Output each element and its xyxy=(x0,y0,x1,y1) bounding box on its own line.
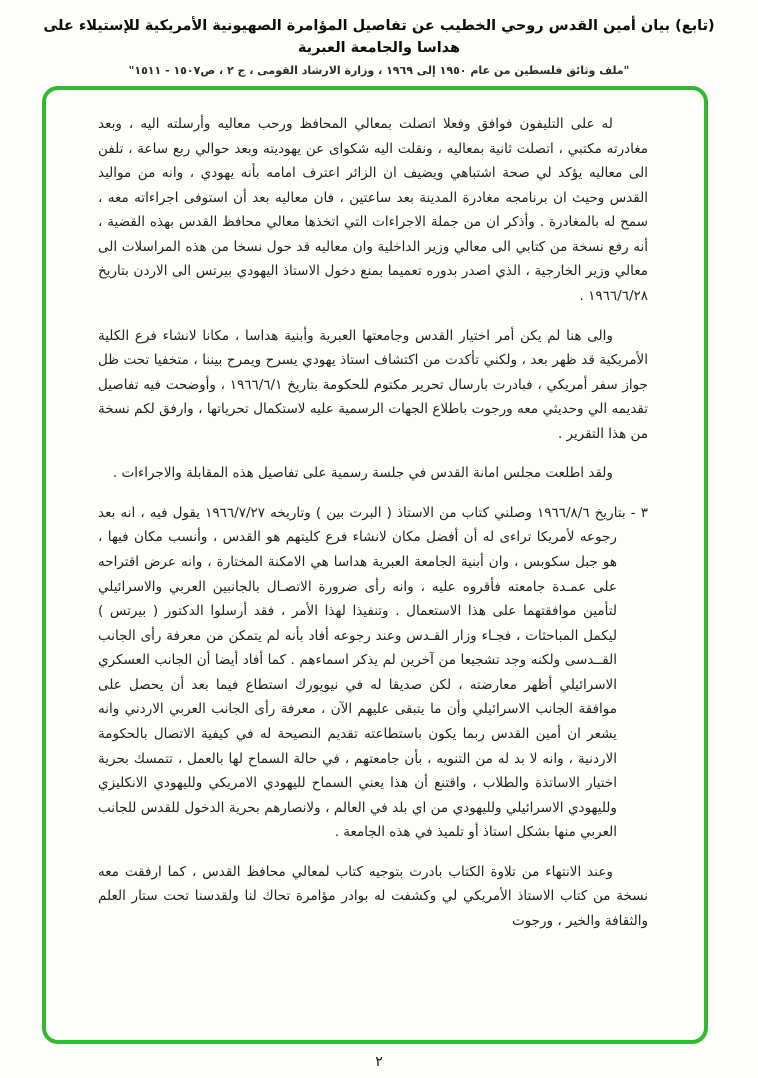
document-title: (تابع) بيان أمين القدس روحي الخطيب عن تفاصيل المؤامرة الصهيونية الأمريكية للإستيلاء على هداسا والجامعة العبرية xyxy=(43,18,715,56)
body-paragraph-5: وعند الانتهاء من تلاوة الكتاب بادرت بتوجيه كتاب لمعالي محافظ القدس ، كما ارفقت معه نسخة من كتاب الاستاذ الأمريكي لي وكشفت له بوادر مؤامرة تحاك لنا ولقدسنا تحت ستار العلم والثقافة والخير ، ورجوت xyxy=(98,863,648,929)
document-body xyxy=(46,90,704,943)
page-number: ٢ xyxy=(375,1054,383,1070)
document-source-citation: "ملف وثائق فلسطين من عام ١٩٥٠ إلى ١٩٦٩ ، وزارة الارشاد القومى ، ج ٢ ، ص١٥٠٧ - ١٥١١" xyxy=(128,63,630,77)
green-border-frame xyxy=(42,86,708,1044)
body-paragraph-2: والى هنا لم يكن أمر اختيار القدس وجامعتها العبرية وأبنية هداسا ، مكانا لانشاء فرع الكلية الأمريكية قد ظهر بعد ، ولكني تأكدت من اكتشاف استاذ يهودي يسرح ويمرح بيننا ، متخفيا تحت ظل جواز سفر أمريكي ، فبادرت بارسال تحرير مكتوم للحكومة بتاريخ ١٩٦٦/٦/١ ، وأوضحت فيه تفاصيل تقديمه الي وحديثي معه ورجوت باطلاع الجهات الرسمية عليه لاستكمال تحرياتها ، وارفق لكم نسخة من هذا التقرير . xyxy=(98,327,648,442)
body-numbered-item-3: ٣ - بتاريخ ١٩٦٦/٨/٦ وصلني كتاب من الاستاذ ( البرت بين ) وتاريخه ١٩٦٦/٧/٢٧ يقول فيه ، انه بعد رجوعه لأمريكا تراءى له أن أفضل مكان لانشاء فرع كليتهم هو القدس ، وأنسب مكان فيها ، هو جبل سكوبس ، وان أبنية الجامعة العبرية هداسا هي الامكنة المختارة ، وانه عرض اقتراحه على عمـدة جامعته فأقروه عليه ، وانه رأى ضرورة الاتصـال بالجانبين العربي والاسرائيلي لتأمين موافقتهما على هذا الاستعمال . وتنفيذا لهذا الأمر ، فقد أرسلوا الدكتور ( بيرتس ) ليكمل المباحثات ، فجـاء وزار القـدس وعند رجوعه أفاد بأنه لم يتمكن من معرفة رأى الجانب القــدسى ولكنه وجد تشجيعا من آخرين لم يذكر اسماءهم . كما أفاد أيضا أن الجانب العسكري الاسرائيلي أظهر معارضته ، لكن صديقا له في نيويورك استطاع فيما بعد أن يحصل على موافقة الجانب الاسرائيلي وأن ما يتبقى عليهم الآن ، معرفة رأى الجانب العربي الاردني وانه يشعر ان أمين القدس ربما يكون باستطاعته تقديم النصيحة له في كيفية الاتصال بالحكومة الاردنية ، وانه لا بد له من التنويه ، بأن جامعتهم ، في حالة السماح لها بالعمل ، تتمسك بحرية اختيار الاساتذة والطلاب ، واقتنع أن هذا يعني السماح لليهودي الامريكي ولليهودي الانكليزي ولليهودي الاسرائيلي ولليهودي من اي بلد في العالم ، ولانصارهم بحرية الدخول للقدس للجانب العربي منها بشكل استاذ أو تلميذ في هذه الجامعة . xyxy=(98,504,649,841)
document-header xyxy=(0,0,758,77)
body-paragraph-3: ولقد اطلعت مجلس امانة القدس في جلسة رسمية على تفاصيل هذه المقابلة والاجراءات . xyxy=(112,465,613,482)
body-paragraph-1: له على التليفون فوافق وفعلا اتصلت بمعالي المحافظ ورحب معاليه وأرسلته اليه ، وبعد مغادرته مكتبي ، اتصلت ثانية بمعاليه ، ونقلت اليه شكواى عن يهوديته وبعد حوالي ربع ساعة ، تلفن الى معاليه يؤكد لي صحة اشتباهي ويضيف ان الزائر اعترف امامه بأنه يهودي ، وانه من مواليد القدس وحيث ان برنامجه مغادرة المدينة بعد ساعتين ، فان معاليه بعد أن استوفى اجراءاته معه ، سمح له بالمغادرة . وأذكر ان من جملة الاجراءات التي اتخذها معالي محافظ القدس بهذه القضية ، أنه رفع نسخة من كتابي الى معالي وزير الداخلية وان معاليه قد حول نسخا من هذه المراسلات الى معالي وزير الخارجية ، الذي اصدر بدوره تعميما بمنع دخول الاستاذ اليهودي بيرتس الى الاردن بتاريخ ١٩٦٦/٦/٢٨ . xyxy=(98,116,648,304)
